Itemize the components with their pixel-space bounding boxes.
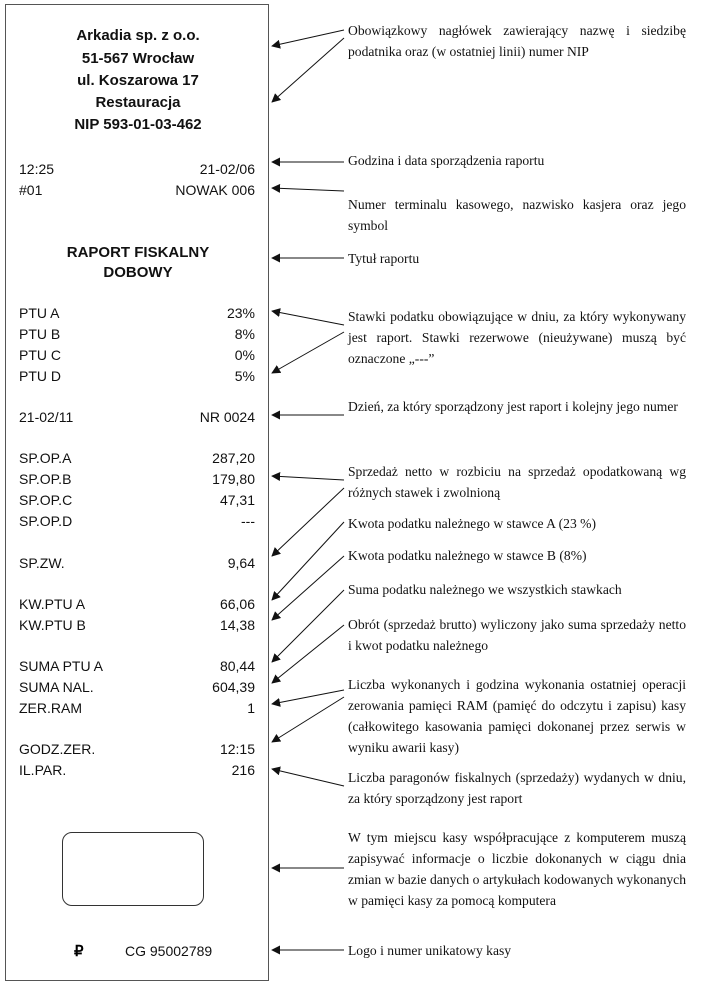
row-label: PTU A: [19, 305, 60, 321]
arrow-terminal: [272, 188, 344, 191]
row-value: 216: [231, 762, 255, 778]
note-tax-rates: Stawki podatku obowiązujące w dniu, za który wykonywany jest raport. Stawki rezerwowe (nieużywane) muszą być oznaczone „---”: [348, 309, 686, 366]
row-label: SP.OP.A: [19, 450, 72, 466]
row-value: 1: [247, 700, 255, 716]
report-title-line1: RAPORT FISKALNY: [66, 244, 210, 261]
arrow-sales-top: [272, 476, 344, 480]
note-tax-sum: Suma podatku należnego we wszystkich stawkach: [348, 582, 622, 597]
row-value: 9,64: [227, 555, 255, 571]
note-tax-a: Kwota podatku należnego w stawce A (23 %): [348, 516, 597, 531]
report-time: 12:25: [19, 161, 55, 177]
row-label: SP.OP.B: [19, 471, 72, 487]
row-value: 80,44: [219, 658, 255, 674]
note-logo: Logo i numer unikatowy kasy: [348, 943, 512, 958]
note-turnover: Obrót (sprzedaż brutto) wyliczony jako suma sprzedaży netto i kwot podatku należnego: [348, 617, 686, 653]
row-label: SP.ZW.: [19, 555, 65, 571]
header-nip: NIP 593-01-03-462: [74, 116, 202, 133]
row-value: 14,38: [219, 617, 255, 633]
row-label: KW.PTU B: [19, 617, 86, 633]
note-tax-b: Kwota podatku należnego w stawce B (8%): [348, 548, 587, 563]
arrow-turnover: [272, 625, 344, 683]
arrow-ptu-top: [272, 311, 344, 325]
row-value: 179,80: [212, 471, 255, 487]
row-label: IL.PAR.: [19, 762, 67, 778]
row-value: 5%: [234, 368, 255, 384]
arrow-header-top: [272, 30, 344, 46]
note-database-changes: W tym miejscu kasy współpracujące z komputerem muszą zapisywać informacje o liczbie dokonanych w ciągu dnia zmian w bazie danych o artykułach kodowanych wykonanych w pamięci kasy za pomocą komputera: [348, 830, 686, 908]
row-label: PTU D: [19, 368, 61, 384]
row-label: GODZ.ZER.: [19, 741, 96, 757]
row-label: SUMA PTU A: [19, 658, 104, 674]
row-label: SUMA NAL.: [19, 679, 94, 695]
register-serial-number: CG 95002789: [125, 943, 213, 959]
row-value: 66,06: [219, 596, 255, 612]
row-label: PTU C: [19, 347, 61, 363]
arrow-tax-sum: [272, 590, 344, 662]
row-value: 12:15: [219, 741, 255, 757]
cashier-name: NOWAK 006: [175, 182, 255, 198]
arrow-ram-count: [272, 690, 344, 704]
row-value: 604,39: [212, 679, 255, 695]
row-value: 8%: [234, 326, 255, 342]
header-postcode-city: 51-567 Wrocław: [81, 50, 195, 67]
note-receipt-count: Liczba paragonów fiskalnych (sprzedaży) wydanych w dniu, za który sporządzony jest raport: [348, 770, 686, 806]
header-company: Arkadia sp. z o.o.: [76, 27, 200, 44]
arrow-ptu-bottom: [272, 332, 344, 373]
row-label: SP.OP.D: [19, 513, 73, 529]
report-date: 21-02/06: [199, 161, 255, 177]
note-time-date: Godzina i data sporządzenia raportu: [348, 153, 545, 168]
row-value: 287,20: [212, 450, 255, 466]
row-label: SP.OP.C: [19, 492, 73, 508]
report-title-line2: DOBOWY: [103, 264, 173, 281]
arrow-sales-exempt: [272, 488, 344, 556]
row-label: PTU B: [19, 326, 61, 342]
arrow-ram-time: [272, 697, 344, 742]
row-label: 21-02/11: [19, 409, 74, 425]
row-value: 47,31: [219, 492, 255, 508]
row-value: ---: [241, 513, 255, 529]
row-value: NR 0024: [199, 409, 255, 425]
note-ram-reset: Liczba wykonanych i godzina wykonania ostatniej operacji zerowania pamięci RAM (pamięć do odczytu i zapisu) kasy (całkowitego kasowania pamięci dokonanej przez serwis w wyniku awarii kasy): [348, 677, 686, 755]
note-net-sales: Sprzedaż netto w rozbiciu na sprzedaż opodatkowaną wg różnych stawek i zwolnioną: [348, 464, 686, 500]
note-terminal: Numer terminalu kasowego, nazwisko kasjera oraz jego symbol: [348, 197, 686, 233]
row-label: ZER.RAM: [19, 700, 82, 716]
row-label: KW.PTU A: [19, 596, 86, 612]
row-value: 0%: [234, 347, 255, 363]
header-street: ul. Koszarowa 17: [77, 72, 199, 89]
header-business: Restauracja: [95, 94, 181, 111]
arrow-receipts: [272, 769, 344, 786]
cash-register-logo: ₽: [74, 943, 84, 960]
note-report-day: Dzień, za który sporządzony jest raport i kolejny jego numer: [348, 399, 678, 414]
terminal-number: #01: [19, 182, 43, 198]
note-header: Obowiązkowy nagłówek zawierający nazwę i siedzibę podatnika oraz (w ostatniej linii) numer NIP: [348, 23, 686, 59]
arrow-header-nip: [272, 38, 344, 102]
row-value: 23%: [226, 305, 255, 321]
note-title: Tytuł raportu: [348, 251, 420, 266]
